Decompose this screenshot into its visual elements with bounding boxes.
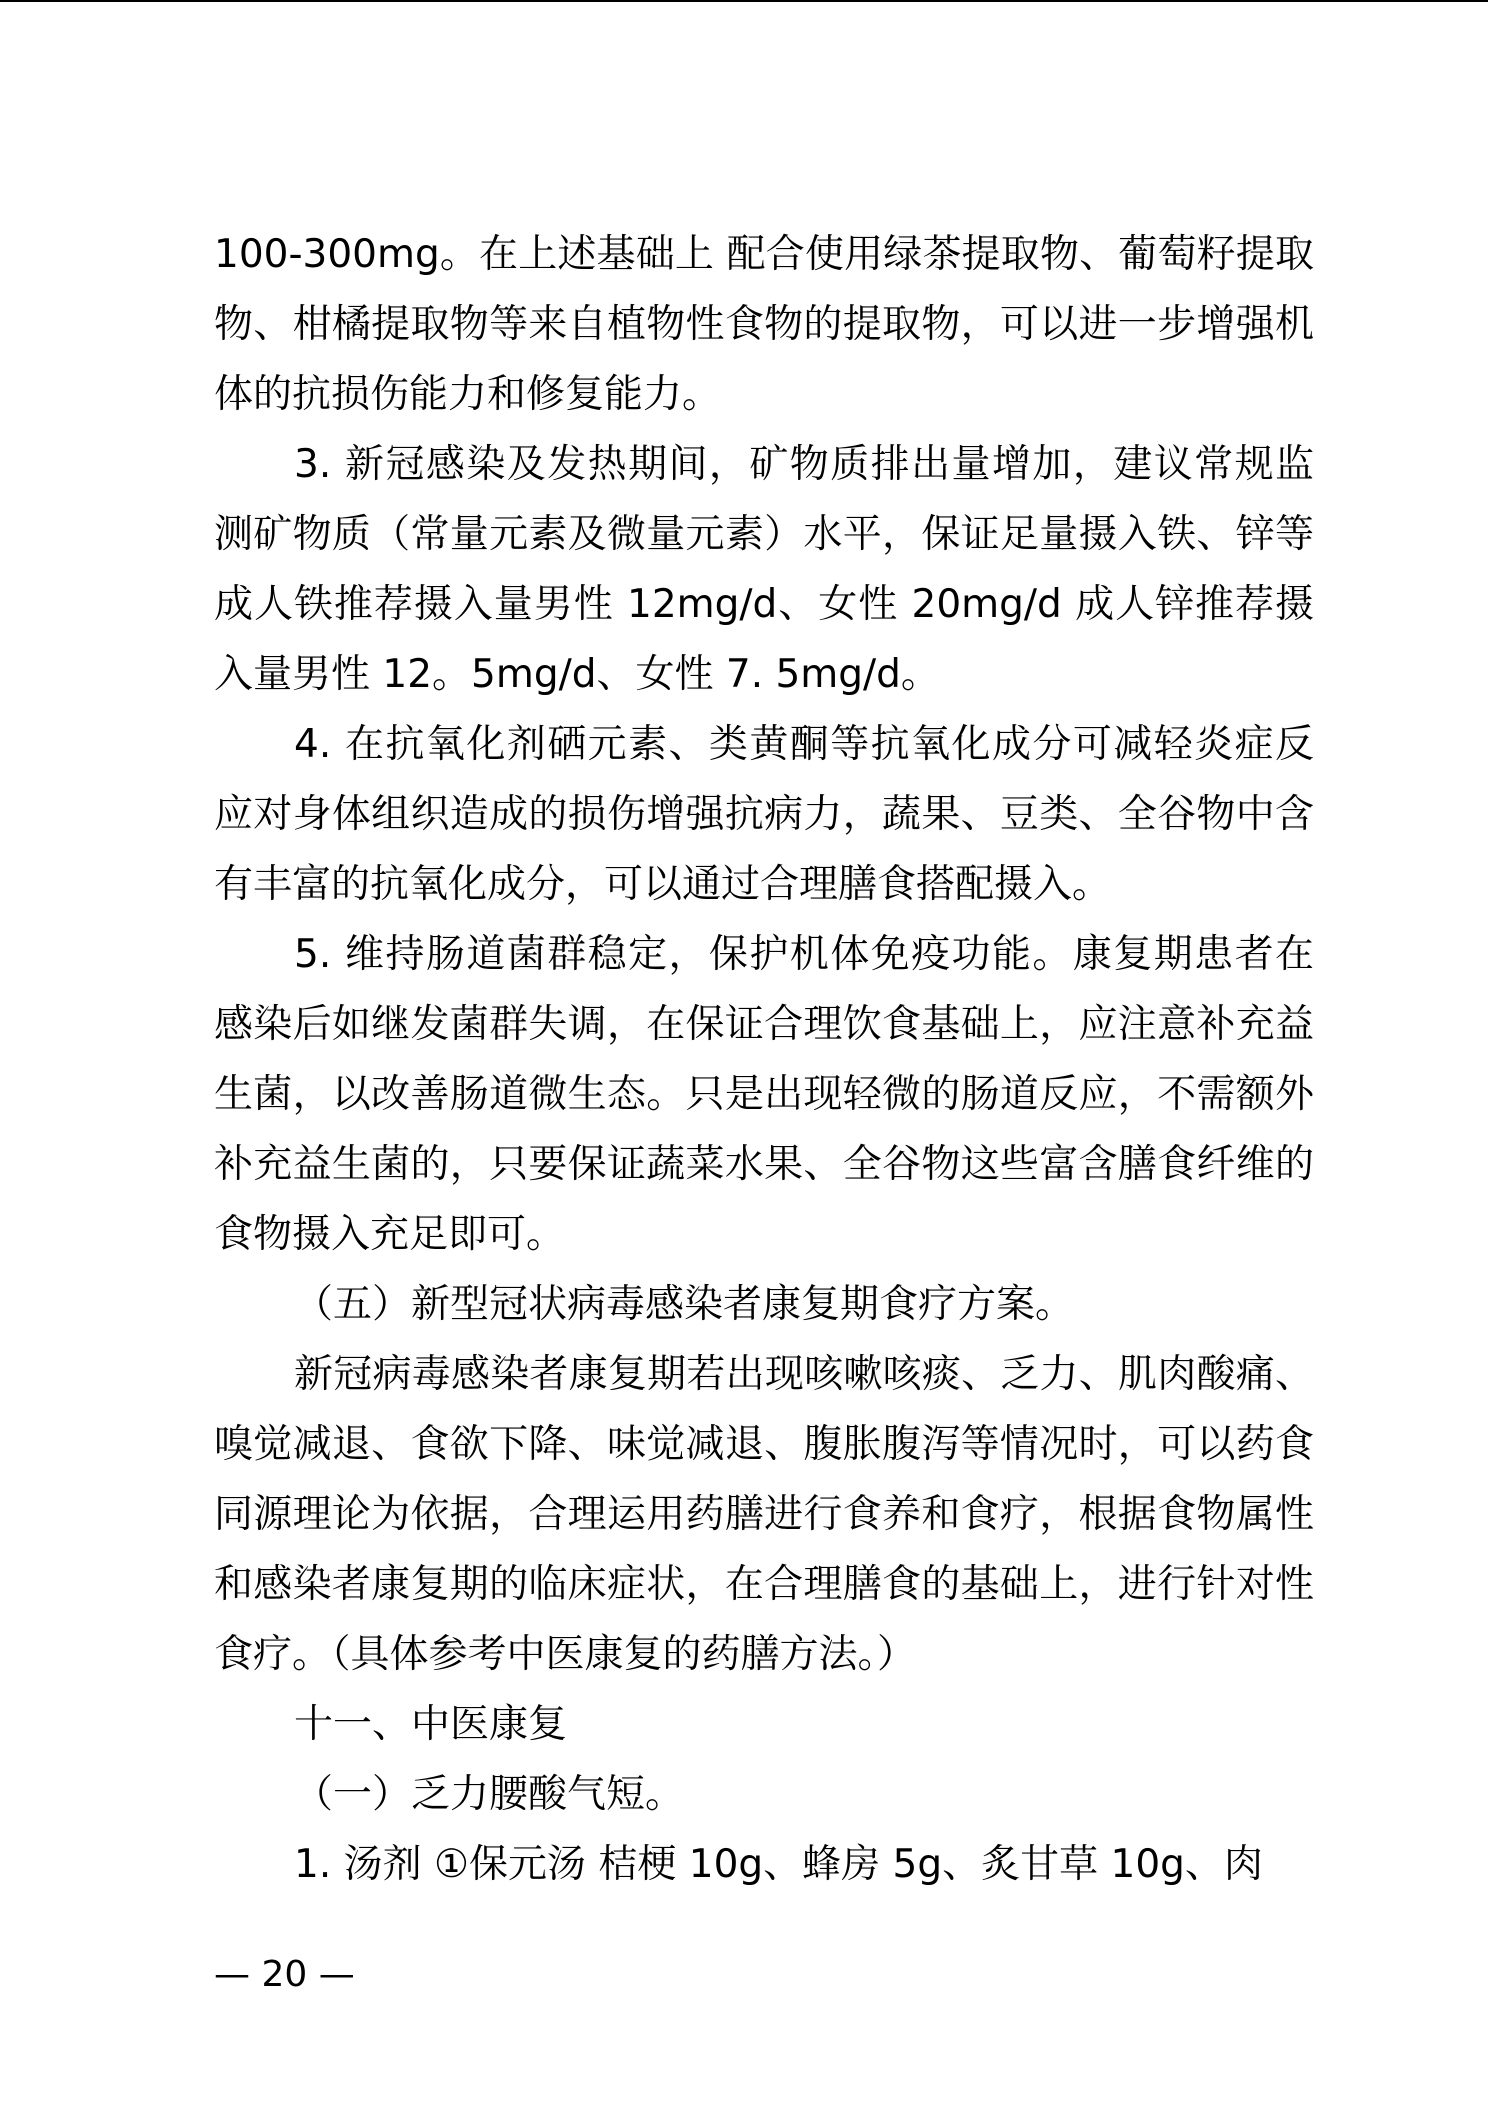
- paragraph-diet-plan-body: 新冠病毒感染者康复期若出现咳嗽咳痰、乏力、肌肉酸痛、嗅觉减退、食欲下降、味觉减退、腹胀腹泻等情况时，可以药食同源理论为依据，合理运用药膳进行食养和食疗，根据食物属性和感染者康复期的临床症状，在合理膳食的基础上，进行针对性食疗。（具体参考中医康复的药膳方法。）: [214, 1352, 1314, 1677]
- subsection-heading-fatigue: （一）乏力腰酸气短。: [294, 1772, 685, 1817]
- top-border-line: [0, 0, 1488, 2]
- section-heading-diet-plan: （五）新型冠状病毒感染者康复期食疗方案。: [294, 1282, 1075, 1327]
- paragraph-item-4-antioxidants: 4. 在抗氧化剂硒元素、类黄酮等抗氧化成分可减轻炎症反应对身体组织造成的损伤增强抗病力，蔬果、豆类、全谷物中含有丰富的抗氧化成分，可以通过合理膳食搭配摄入。: [214, 722, 1314, 907]
- paragraph-item-5-gut-flora: 5. 维持肠道菌群稳定，保护机体免疫功能。康复期患者在感染后如继发菌群失调，在保证合理饮食基础上，应注意补充益生菌，以改善肠道微生态。只是出现轻微的肠道反应，不需额外补充益生菌的，只要保证蔬菜水果、全谷物这些富含膳食纤维的食物摄入充足即可。: [214, 932, 1314, 1257]
- section-heading-tcm-recovery: 十一、中医康复: [294, 1702, 568, 1747]
- paragraph-decoction: 1. 汤剂 ①保元汤 桔梗 10g、蜂房 5g、炙甘草 10g、肉: [294, 1842, 1263, 1887]
- paragraph-continuation: 100-300mg。在上述基础上 配合使用绿茶提取物、葡萄籽提取物、柑橘提取物等来自植物性食物的提取物，可以进一步增强机体的抗损伤能力和修复能力。: [214, 232, 1314, 417]
- paragraph-item-3-minerals: 3. 新冠感染及发热期间，矿物质排出量增加，建议常规监测矿物质（常量元素及微量元素）水平，保证足量摄入铁、锌等 成人铁推荐摄入量男性 12mg/d、女性 20mg/d 成人锌推荐摄入量男性 12。5mg/d、女性 7. 5mg/d。: [214, 442, 1314, 697]
- page-number: — 20 —: [214, 1954, 355, 1995]
- document-body: [214, 220, 1314, 1900]
